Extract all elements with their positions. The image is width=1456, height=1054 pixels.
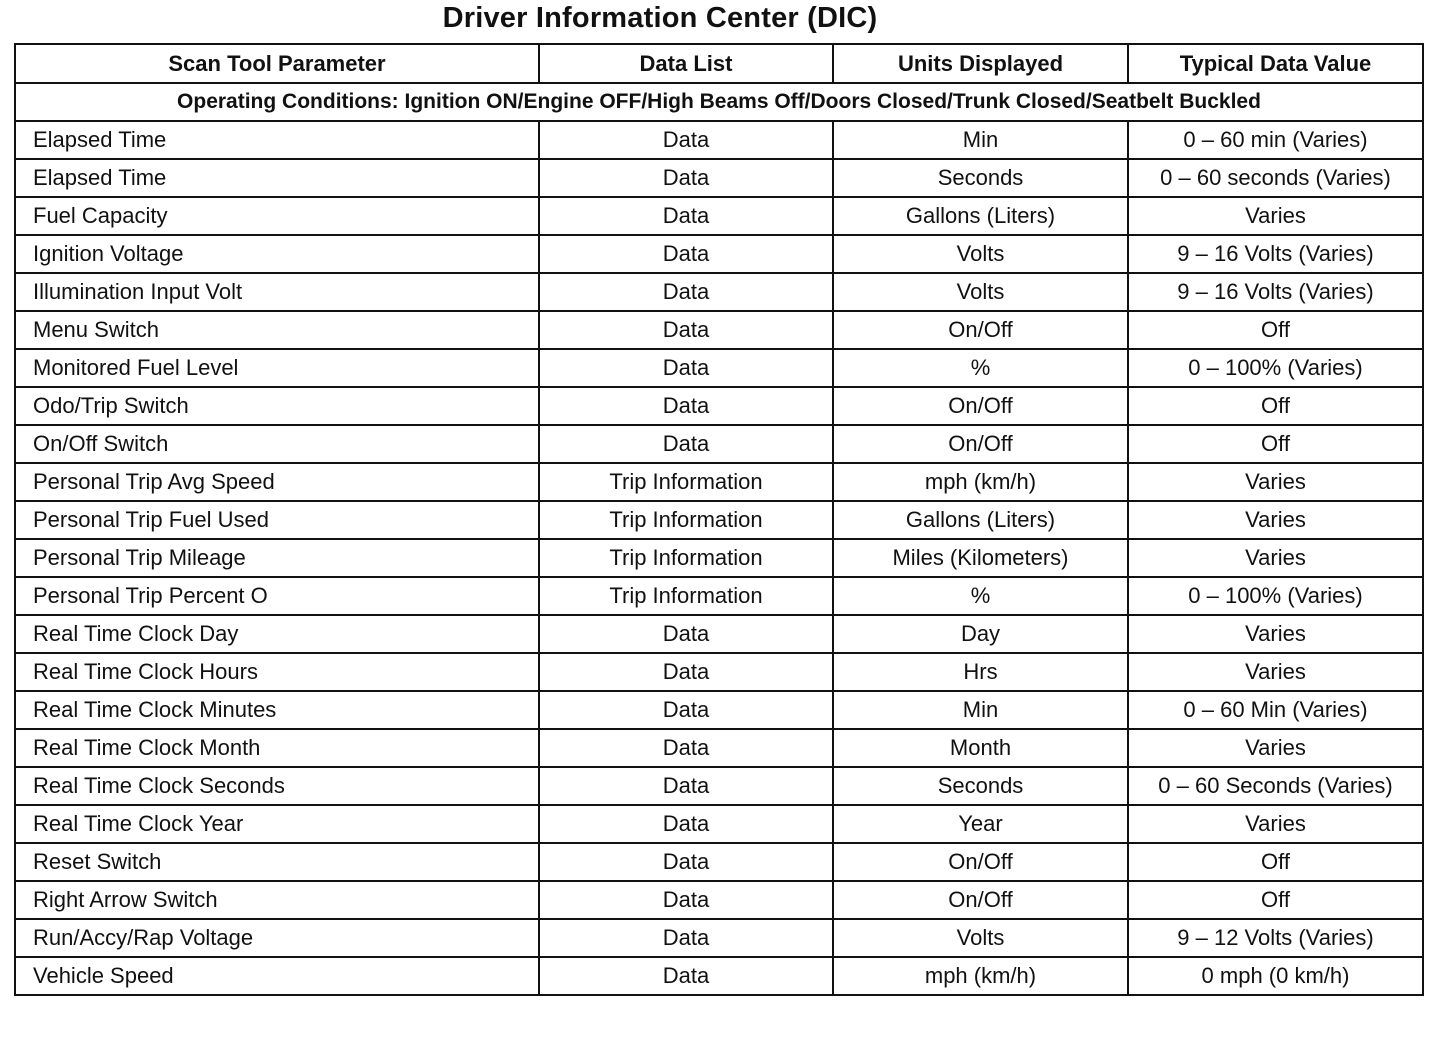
table-row xyxy=(15,159,1423,197)
dic-parameter-table xyxy=(14,43,1424,996)
cell-typical-data-value: 0 – 60 Min (Varies) xyxy=(1128,691,1423,729)
cell-scan-tool-parameter: Personal Trip Fuel Used xyxy=(15,501,539,539)
table-row xyxy=(15,653,1423,691)
table-row xyxy=(15,881,1423,919)
cell-data-list: Trip Information xyxy=(539,463,833,501)
cell-typical-data-value: 9 – 16 Volts (Varies) xyxy=(1128,235,1423,273)
cell-typical-data-value: Varies xyxy=(1128,539,1423,577)
cell-scan-tool-parameter: Personal Trip Avg Speed xyxy=(15,463,539,501)
cell-typical-data-value: Varies xyxy=(1128,197,1423,235)
cell-scan-tool-parameter: On/Off Switch xyxy=(15,425,539,463)
table-row xyxy=(15,349,1423,387)
table-row xyxy=(15,805,1423,843)
cell-data-list: Data xyxy=(539,387,833,425)
cell-data-list: Data xyxy=(539,919,833,957)
cell-units-displayed: Volts xyxy=(833,235,1128,273)
table-row xyxy=(15,539,1423,577)
cell-data-list: Data xyxy=(539,729,833,767)
cell-typical-data-value: Varies xyxy=(1128,463,1423,501)
cell-scan-tool-parameter: Personal Trip Mileage xyxy=(15,539,539,577)
cell-units-displayed: On/Off xyxy=(833,311,1128,349)
cell-scan-tool-parameter: Run/Accy/Rap Voltage xyxy=(15,919,539,957)
cell-units-displayed: On/Off xyxy=(833,881,1128,919)
header-scan-tool-parameter: Scan Tool Parameter xyxy=(15,44,539,83)
cell-typical-data-value: 0 – 60 seconds (Varies) xyxy=(1128,159,1423,197)
table-row xyxy=(15,843,1423,881)
cell-units-displayed: On/Off xyxy=(833,425,1128,463)
cell-units-displayed: mph (km/h) xyxy=(833,463,1128,501)
header-units-displayed: Units Displayed xyxy=(833,44,1128,83)
cell-scan-tool-parameter: Illumination Input Volt xyxy=(15,273,539,311)
cell-typical-data-value: Varies xyxy=(1128,805,1423,843)
header-data-list: Data List xyxy=(539,44,833,83)
header-typical-data-value: Typical Data Value xyxy=(1128,44,1423,83)
cell-typical-data-value: Off xyxy=(1128,425,1423,463)
cell-data-list: Data xyxy=(539,273,833,311)
table-row xyxy=(15,197,1423,235)
cell-typical-data-value: Off xyxy=(1128,843,1423,881)
table-body xyxy=(15,83,1423,995)
cell-data-list: Data xyxy=(539,653,833,691)
table-row xyxy=(15,387,1423,425)
cell-typical-data-value: Varies xyxy=(1128,653,1423,691)
cell-data-list: Data xyxy=(539,691,833,729)
cell-scan-tool-parameter: Real Time Clock Seconds xyxy=(15,767,539,805)
cell-scan-tool-parameter: Elapsed Time xyxy=(15,159,539,197)
cell-data-list: Data xyxy=(539,615,833,653)
cell-typical-data-value: 0 – 60 Seconds (Varies) xyxy=(1128,767,1423,805)
cell-scan-tool-parameter: Real Time Clock Year xyxy=(15,805,539,843)
table-row xyxy=(15,121,1423,159)
cell-scan-tool-parameter: Fuel Capacity xyxy=(15,197,539,235)
cell-units-displayed: Min xyxy=(833,121,1128,159)
table-row xyxy=(15,919,1423,957)
cell-typical-data-value: Off xyxy=(1128,387,1423,425)
cell-data-list: Data xyxy=(539,881,833,919)
cell-data-list: Data xyxy=(539,767,833,805)
cell-data-list: Data xyxy=(539,311,833,349)
cell-typical-data-value: Varies xyxy=(1128,501,1423,539)
cell-data-list: Data xyxy=(539,197,833,235)
cell-typical-data-value: 9 – 16 Volts (Varies) xyxy=(1128,273,1423,311)
cell-units-displayed: Miles (Kilometers) xyxy=(833,539,1128,577)
cell-data-list: Data xyxy=(539,159,833,197)
cell-scan-tool-parameter: Right Arrow Switch xyxy=(15,881,539,919)
cell-typical-data-value: Off xyxy=(1128,311,1423,349)
table-header xyxy=(15,44,1423,83)
cell-data-list: Data xyxy=(539,121,833,159)
table-row xyxy=(15,273,1423,311)
cell-units-displayed: On/Off xyxy=(833,843,1128,881)
cell-units-displayed: On/Off xyxy=(833,387,1128,425)
table-row xyxy=(15,235,1423,273)
cell-units-displayed: Month xyxy=(833,729,1128,767)
cell-units-displayed: Gallons (Liters) xyxy=(833,501,1128,539)
cell-data-list: Data xyxy=(539,805,833,843)
cell-data-list: Data xyxy=(539,349,833,387)
cell-units-displayed: % xyxy=(833,577,1128,615)
header-row xyxy=(15,44,1423,83)
table-row xyxy=(15,425,1423,463)
page-title: Driver Information Center (DIC) xyxy=(442,2,878,34)
cell-units-displayed: mph (km/h) xyxy=(833,957,1128,995)
table-row xyxy=(15,957,1423,995)
cell-scan-tool-parameter: Elapsed Time xyxy=(15,121,539,159)
cell-scan-tool-parameter: Menu Switch xyxy=(15,311,539,349)
cell-units-displayed: Seconds xyxy=(833,159,1128,197)
cell-units-displayed: Year xyxy=(833,805,1128,843)
cell-units-displayed: Volts xyxy=(833,273,1128,311)
cell-scan-tool-parameter: Personal Trip Percent O xyxy=(15,577,539,615)
table-row xyxy=(15,729,1423,767)
cell-data-list: Data xyxy=(539,843,833,881)
cell-typical-data-value: 0 – 60 min (Varies) xyxy=(1128,121,1423,159)
cell-data-list: Data xyxy=(539,425,833,463)
cell-scan-tool-parameter: Vehicle Speed xyxy=(15,957,539,995)
cell-scan-tool-parameter: Real Time Clock Month xyxy=(15,729,539,767)
cell-data-list: Data xyxy=(539,235,833,273)
cell-typical-data-value: Varies xyxy=(1128,729,1423,767)
cell-units-displayed: % xyxy=(833,349,1128,387)
cell-scan-tool-parameter: Monitored Fuel Level xyxy=(15,349,539,387)
cell-scan-tool-parameter: Reset Switch xyxy=(15,843,539,881)
cell-units-displayed: Seconds xyxy=(833,767,1128,805)
table-row xyxy=(15,463,1423,501)
cell-typical-data-value: 9 – 12 Volts (Varies) xyxy=(1128,919,1423,957)
table-row xyxy=(15,615,1423,653)
cell-units-displayed: Min xyxy=(833,691,1128,729)
cell-data-list: Trip Information xyxy=(539,577,833,615)
cell-scan-tool-parameter: Real Time Clock Minutes xyxy=(15,691,539,729)
cell-data-list: Trip Information xyxy=(539,539,833,577)
cell-units-displayed: Gallons (Liters) xyxy=(833,197,1128,235)
cell-units-displayed: Hrs xyxy=(833,653,1128,691)
cell-units-displayed: Volts xyxy=(833,919,1128,957)
cell-data-list: Data xyxy=(539,957,833,995)
cell-typical-data-value: 0 – 100% (Varies) xyxy=(1128,577,1423,615)
cell-data-list: Trip Information xyxy=(539,501,833,539)
cell-scan-tool-parameter: Real Time Clock Day xyxy=(15,615,539,653)
table-row xyxy=(15,691,1423,729)
cell-scan-tool-parameter: Real Time Clock Hours xyxy=(15,653,539,691)
operating-conditions: Operating Conditions: Ignition ON/Engine OFF/High Beams Off/Doors Closed/Trunk Closed/Seatbelt Buckled xyxy=(15,83,1423,121)
cell-units-displayed: Day xyxy=(833,615,1128,653)
cell-scan-tool-parameter: Odo/Trip Switch xyxy=(15,387,539,425)
cell-scan-tool-parameter: Ignition Voltage xyxy=(15,235,539,273)
cell-typical-data-value: Varies xyxy=(1128,615,1423,653)
cell-typical-data-value: 0 – 100% (Varies) xyxy=(1128,349,1423,387)
table-row xyxy=(15,767,1423,805)
table-row xyxy=(15,311,1423,349)
cell-typical-data-value: Off xyxy=(1128,881,1423,919)
table-row xyxy=(15,577,1423,615)
table-row xyxy=(15,501,1423,539)
cell-typical-data-value: 0 mph (0 km/h) xyxy=(1128,957,1423,995)
operating-conditions-row xyxy=(15,83,1423,121)
